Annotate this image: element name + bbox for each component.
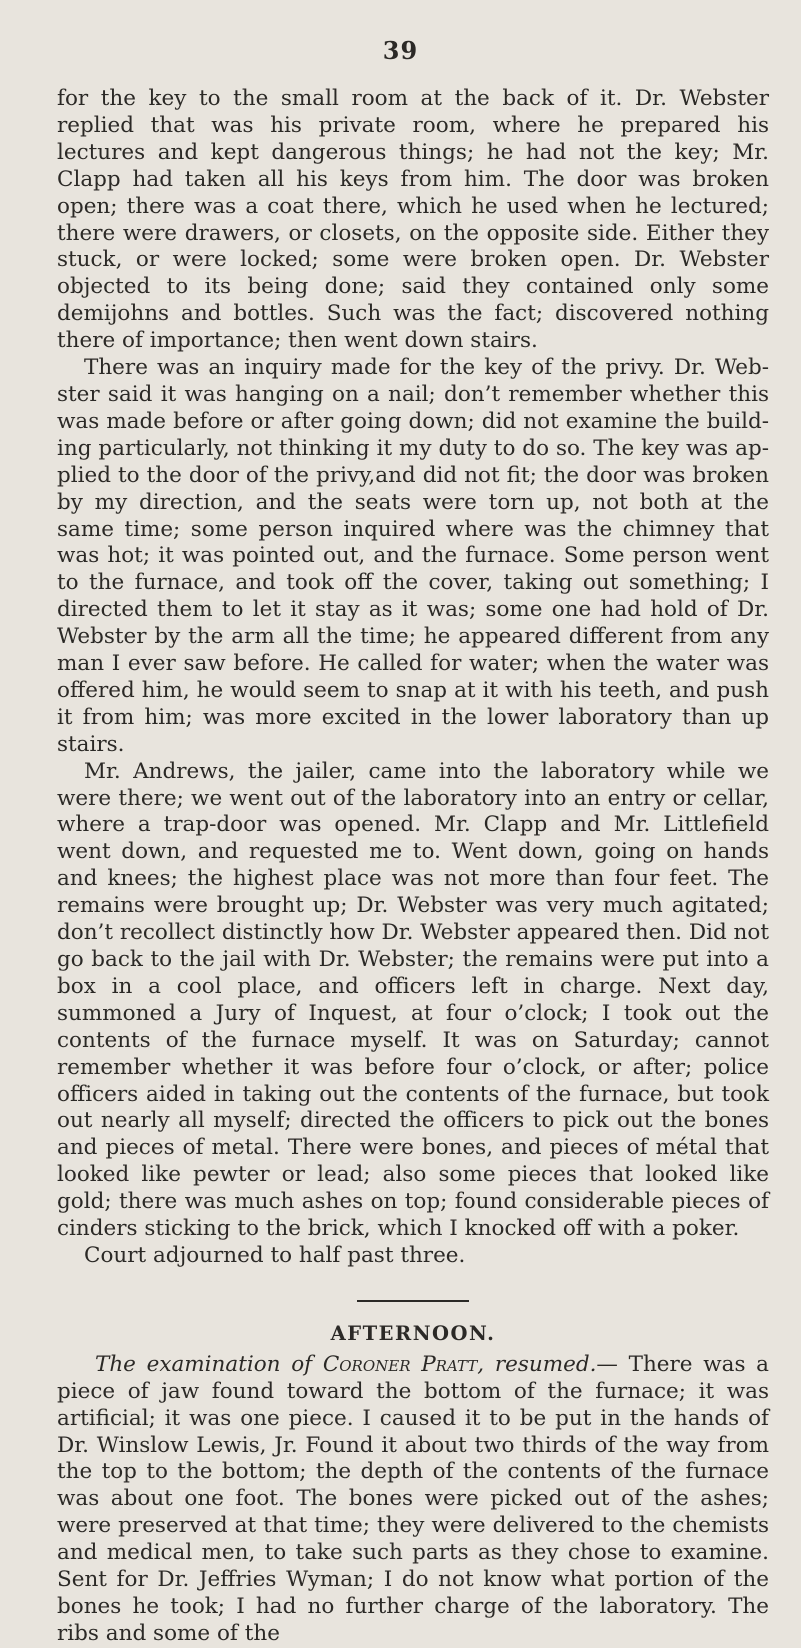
page-body [57, 86, 769, 1648]
paragraph-4: Court adjourned to half past three. [84, 1242, 466, 1268]
coroner-name: Coroner Pratt, [322, 1351, 485, 1377]
page-number: 39 [382, 36, 419, 65]
section-heading: AFTERNOON. [330, 1321, 496, 1345]
section-divider [357, 1300, 469, 1302]
afternoon-lead-2: resumed. [484, 1351, 597, 1377]
paragraph-1: for the key to the small room at the back of it. Dr. Webster replied that was his private room, where he prepared his lectures and kept dangerous things; he had not the key; Mr. Clapp had taken all his keys from him. The door was broken open; there was a coat there, which he used when he lectured; there were drawers, or closets, on the opposite side. Either they stuck, or were locked; some were broken open. Dr. Webster objected to its being done; said they contained only some demijohns and bottles. Such was the fact; discovered nothing there of importance; then went down stairs. [57, 86, 769, 354]
afternoon-lead-1: The examination of [95, 1351, 323, 1377]
afternoon-text: — There was a piece of jaw found toward the bottom of the furnace; it was artificial; it was one piece. I caused it to be put in the hands of Dr. Winslow Lewis, Jr. Found it about two thirds of the way from the top to the bottom; the depth of the contents of the furnace was about one foot. The bones were picked out of the ashes; were preserved at that time; they were delivered to the chemists and medical men, to take such parts as they chose to examine. Sent for Dr. Jeffries Wyman; I do not know what portion of the bones he took; I had no further charge of the laboratory. The ribs and some of the [57, 1351, 769, 1646]
paragraph-3: Mr. Andrews, the jailer, came into the laboratory while we were there; we went out of the laboratory into an entry or cellar, where a trap-door was opened. Mr. Clapp and Mr. Littlefield went down, and requested me to. Went down, going on hands and knees; the highest place was not more than four feet. The remains were brought up; Dr. Webster was very much agitated; don’t recollect distinctly how Dr. Webster appeared then. Did not go back to the jail with Dr. Webster; the remains were put into a box in a cool place, and officers left in charge. Next day, summoned a Jury of Inquest, at four o’clock; I took out the contents of the furnace myself. It was on Saturday; cannot remember whether it was before four o’clock, or after; police officers aided in taking out the contents of the furnace, but took out nearly all myself; directed the officers to pick out the bones and pieces of metal. There were bones, and pieces of métal that looked like pewter or lead; also some pieces that looked like gold; there was much ashes on top; found considerable pieces of cinders sticking to the brick, which I knocked off with a poker. [57, 758, 769, 1242]
paragraph-2: There was an inquiry made for the key of the privy. Dr. Webster said it was hanging on a nail; don’t remember whether this was made before or after going down; did not examine the building particularly, not thinking it my duty to do so. The key was applied to the door of the privy,and did not fit; the door was broken by my direction, and the seats were torn up, not both at the same time; some person inquired where was the chimney that was hot; it was pointed out, and the furnace. Some person went to the furnace, and took off the cover, taking out something; I directed them to let it stay as it was; some one had hold of Dr. Webster by the arm all the time; he appeared different from any man I ever saw before. He called for water; when the water was offered him, he would seem to snap at it with his teeth, and push it from him; was more excited in the lower laboratory than up stairs. [57, 355, 769, 757]
afternoon-paragraph [57, 1352, 769, 1648]
